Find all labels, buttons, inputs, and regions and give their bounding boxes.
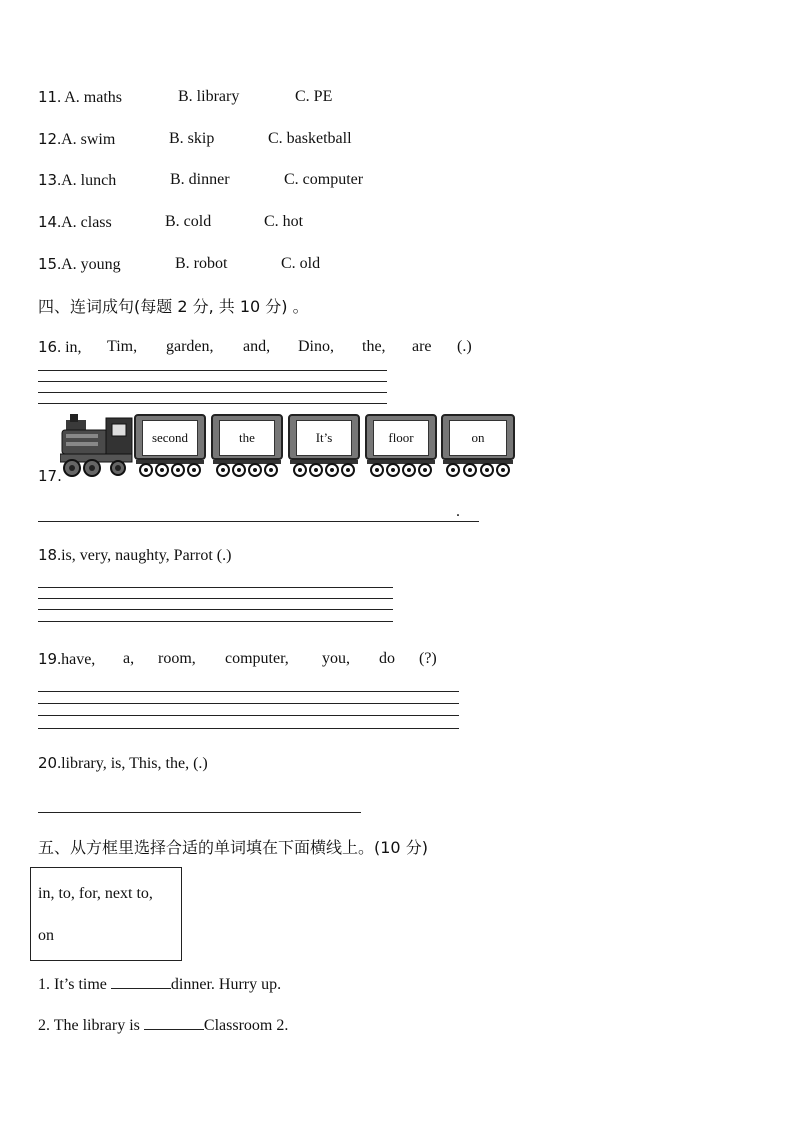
wheels-icon	[211, 460, 283, 478]
wheels-icon	[441, 460, 515, 478]
question-18	[38, 546, 231, 565]
writing-line[interactable]	[38, 403, 387, 404]
writing-line[interactable]	[38, 703, 459, 704]
question-number: 13	[38, 171, 58, 189]
question-number: 12	[38, 130, 58, 148]
word-box-line-1: in, to, for, next to,	[38, 885, 153, 902]
question-words: .library, is, This, the, (.)	[57, 755, 208, 772]
wheels-icon	[288, 460, 360, 478]
question-number: 17.	[38, 467, 62, 485]
section-4-title: 四、连词成句(每题 2 分, 共 10 分) 。	[38, 297, 309, 316]
word: are	[412, 338, 432, 355]
train-car-4	[365, 414, 437, 478]
writing-line[interactable]	[38, 598, 393, 599]
question-11	[38, 88, 122, 107]
question-15	[38, 255, 121, 274]
question-14-option-c: C. hot	[264, 213, 304, 230]
word: (?)	[419, 650, 437, 667]
train-car-1	[134, 414, 206, 478]
option-a: .A. swim	[57, 131, 116, 148]
word: (.)	[457, 338, 472, 355]
question-number: 18	[38, 546, 58, 564]
writing-line[interactable]	[38, 370, 387, 371]
section-5-title: 五、从方框里选择合适的单词填在下面横线上。(10 分)	[38, 838, 428, 857]
word-box-line-2: on	[38, 927, 54, 944]
word: . in,	[57, 339, 82, 356]
writing-line[interactable]	[38, 691, 459, 692]
word: garden,	[166, 338, 214, 355]
question-17-number	[38, 467, 62, 486]
question-20	[38, 754, 208, 773]
question-words: .is, very, naughty, Parrot (.)	[57, 547, 232, 564]
answer-blank[interactable]	[144, 1015, 204, 1030]
question-12-option-c: C. basketball	[268, 130, 352, 147]
locomotive-icon	[60, 412, 134, 478]
word: computer,	[225, 650, 289, 667]
question-number: 15	[38, 255, 58, 273]
train-car-3	[288, 414, 360, 478]
train-car-2	[211, 414, 283, 478]
writing-line[interactable]	[38, 521, 479, 522]
word: room,	[158, 650, 196, 667]
sentence-start: 1. It’s time	[38, 976, 111, 993]
car-word: second	[151, 430, 189, 445]
option-a: .A. young	[57, 256, 121, 273]
word: do	[379, 650, 395, 667]
question-number: 19	[38, 650, 58, 668]
question-14	[38, 213, 112, 232]
wheels-icon	[365, 460, 437, 478]
word: .have,	[57, 651, 96, 668]
word: and,	[243, 338, 271, 355]
answer-blank[interactable]	[111, 974, 171, 989]
sentence-end: dinner. Hurry up.	[170, 976, 282, 993]
word: a,	[123, 650, 135, 667]
question-16	[38, 338, 82, 357]
train-picture	[60, 412, 518, 478]
question-13-option-b: B. dinner	[170, 171, 230, 188]
question-number: 20	[38, 754, 58, 772]
question-13-option-c: C. computer	[284, 171, 364, 188]
fill-sentence-2	[38, 1015, 288, 1035]
question-15-option-c: C. old	[281, 255, 321, 272]
fill-sentence-1	[38, 974, 281, 994]
writing-line[interactable]	[38, 728, 459, 729]
writing-line[interactable]	[38, 621, 393, 622]
option-a: . A. maths	[57, 89, 122, 106]
option-a: .A. lunch	[57, 172, 117, 189]
wheels-icon	[134, 460, 206, 478]
question-12	[38, 130, 115, 149]
question-12-option-b: B. skip	[169, 130, 215, 147]
word-box	[30, 867, 182, 961]
train-car-5	[441, 414, 515, 478]
question-11-option-c: C. PE	[295, 88, 333, 105]
sentence-end-mark: .	[456, 503, 460, 520]
word: the,	[362, 338, 386, 355]
question-15-option-b: B. robot	[175, 255, 228, 272]
sentence-start: 2. The library is	[38, 1017, 144, 1034]
word: Tim,	[107, 338, 138, 355]
car-word: It’s	[315, 430, 333, 445]
writing-line[interactable]	[38, 715, 459, 716]
question-number: 11	[38, 88, 58, 106]
question-13	[38, 171, 116, 190]
writing-line[interactable]	[38, 609, 393, 610]
writing-line[interactable]	[38, 587, 393, 588]
car-word: the	[239, 430, 255, 445]
word: you,	[322, 650, 350, 667]
question-14-option-b: B. cold	[165, 213, 212, 230]
writing-line[interactable]	[38, 392, 387, 393]
sentence-end: Classroom 2.	[203, 1017, 289, 1034]
question-19	[38, 650, 95, 669]
word: Dino,	[298, 338, 334, 355]
question-number: 16	[38, 338, 58, 356]
writing-line[interactable]	[38, 381, 387, 382]
writing-line[interactable]	[38, 812, 361, 813]
car-word: on	[471, 430, 485, 445]
question-number: 14	[38, 213, 58, 231]
question-11-option-b: B. library	[178, 88, 240, 105]
car-word: floor	[388, 430, 414, 445]
option-a: .A. class	[57, 214, 112, 231]
